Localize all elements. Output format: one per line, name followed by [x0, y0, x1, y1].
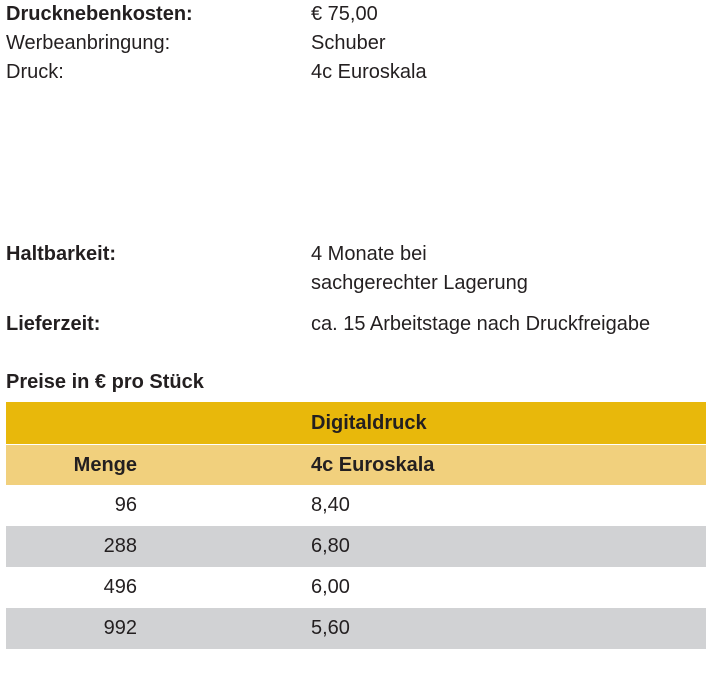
haltbarkeit-label: Haltbarkeit: [6, 243, 117, 265]
header-color-label: 4c Euroskala [311, 454, 435, 476]
detail-label: Drucknebenkosten: [6, 3, 193, 25]
row-price: 8,40 [311, 494, 350, 516]
row-quantity: 96 [114, 494, 137, 516]
table-row [6, 608, 706, 649]
detail-value: € 75,00 [311, 3, 378, 25]
detail-row-drucknebenkosten [6, 0, 717, 29]
haltbarkeit-value-line1: 4 Monate bei [311, 243, 427, 265]
header-quantity-label: Menge [73, 454, 137, 476]
table-header-method [6, 402, 706, 444]
row-quantity: 496 [103, 576, 137, 598]
lieferzeit-label: Lieferzeit: [6, 313, 101, 335]
detail-row-druck [6, 58, 717, 87]
lieferzeit-value: ca. 15 Arbeitstage nach Druckfreigabe [311, 313, 651, 335]
detail-row-haltbarkeit [6, 240, 717, 298]
table-header-columns [6, 445, 706, 485]
haltbarkeit-value [311, 240, 528, 298]
row-quantity: 288 [103, 535, 137, 557]
row-price: 5,60 [311, 617, 350, 639]
row-quantity: 992 [103, 617, 137, 639]
detail-row-werbeanbringung [6, 29, 717, 58]
table-row [6, 567, 706, 608]
row-price: 6,00 [311, 576, 350, 598]
haltbarkeit-value-line2: sachgerechter Lagerung [311, 272, 528, 294]
detail-value: Schuber [311, 32, 386, 54]
price-table [6, 402, 706, 649]
prices-title: Preise in € pro Stück [6, 371, 204, 393]
detail-value: 4c Euroskala [311, 61, 427, 83]
detail-label: Druck: [6, 61, 64, 83]
table-row [6, 526, 706, 567]
row-price: 6,80 [311, 535, 350, 557]
table-row [6, 485, 706, 526]
detail-row-lieferzeit [6, 310, 717, 339]
detail-label: Werbeanbringung: [6, 32, 171, 54]
header-method-label: Digitaldruck [311, 412, 427, 434]
